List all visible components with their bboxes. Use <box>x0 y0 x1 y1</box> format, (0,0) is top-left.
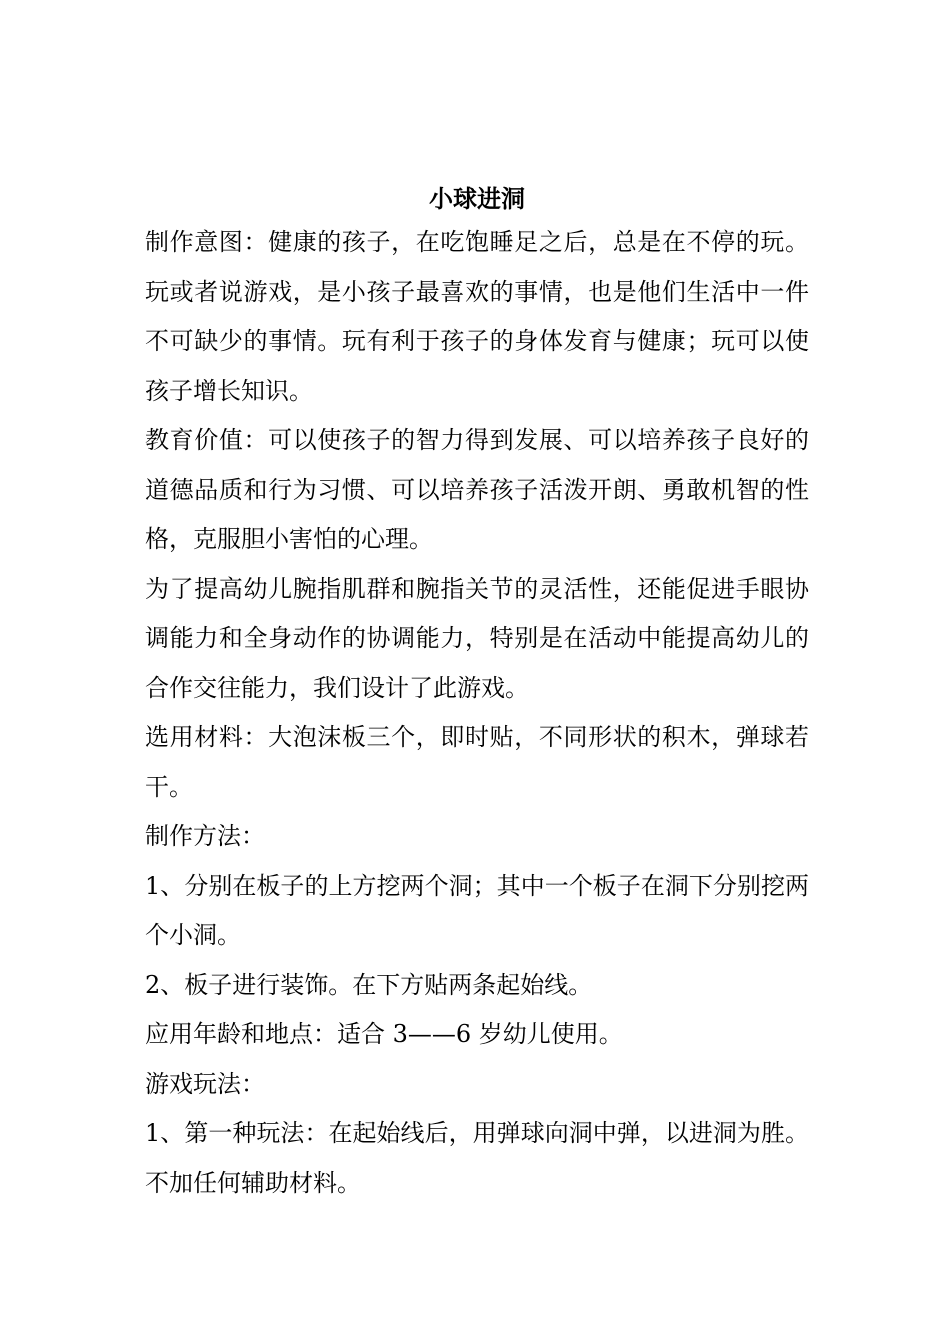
paragraph-method-heading: 制作方法： <box>145 822 265 850</box>
paragraph-gameplay-heading: 游戏玩法： <box>145 1069 265 1098</box>
paragraph-intent: 制作意图：健康的孩子，在吃饱睡足之后，总是在不停的玩。玩或者说游戏，是小孩子最喜欢的事情，也是他们生活中一件不可缺少的事情。玩有利于孩子的身体发育与健康；玩可以使孩子增长知识。 <box>145 228 809 405</box>
paragraph-method-step-2: 2、板子进行装饰。在下方贴两条起始线。 <box>145 970 593 999</box>
document-body <box>145 180 809 1208</box>
paragraph-purpose: 为了提高幼儿腕指肌群和腕指关节的灵活性，还能促进手眼协调能力和全身动作的协调能力，特别是在活动中能提高幼儿的合作交往能力，我们设计了此游戏。 <box>145 574 809 702</box>
document-title: 小球进洞 <box>429 184 525 213</box>
paragraph-method-step-1: 1、分别在板子的上方挖两个洞；其中一个板子在洞下分别挖两个小洞。 <box>145 871 809 949</box>
paragraph-education-value: 教育价值：可以使孩子的智力得到发展、可以培养孩子良好的道德品质和行为习惯、可以培养孩子活泼开朗、勇敢机智的性格，克服胆小害怕的心理。 <box>145 426 809 553</box>
paragraph-materials: 选用材料：大泡沫板三个，即时贴，不同形状的积木，弹球若干。 <box>145 723 809 801</box>
paragraph-gameplay-1: 1、第一种玩法：在起始线后，用弹球向洞中弹，以进洞为胜。不加任何辅助材料。 <box>145 1119 809 1197</box>
paragraph-age-location: 应用年龄和地点：适合 3——6 岁幼儿使用。 <box>145 1020 623 1048</box>
